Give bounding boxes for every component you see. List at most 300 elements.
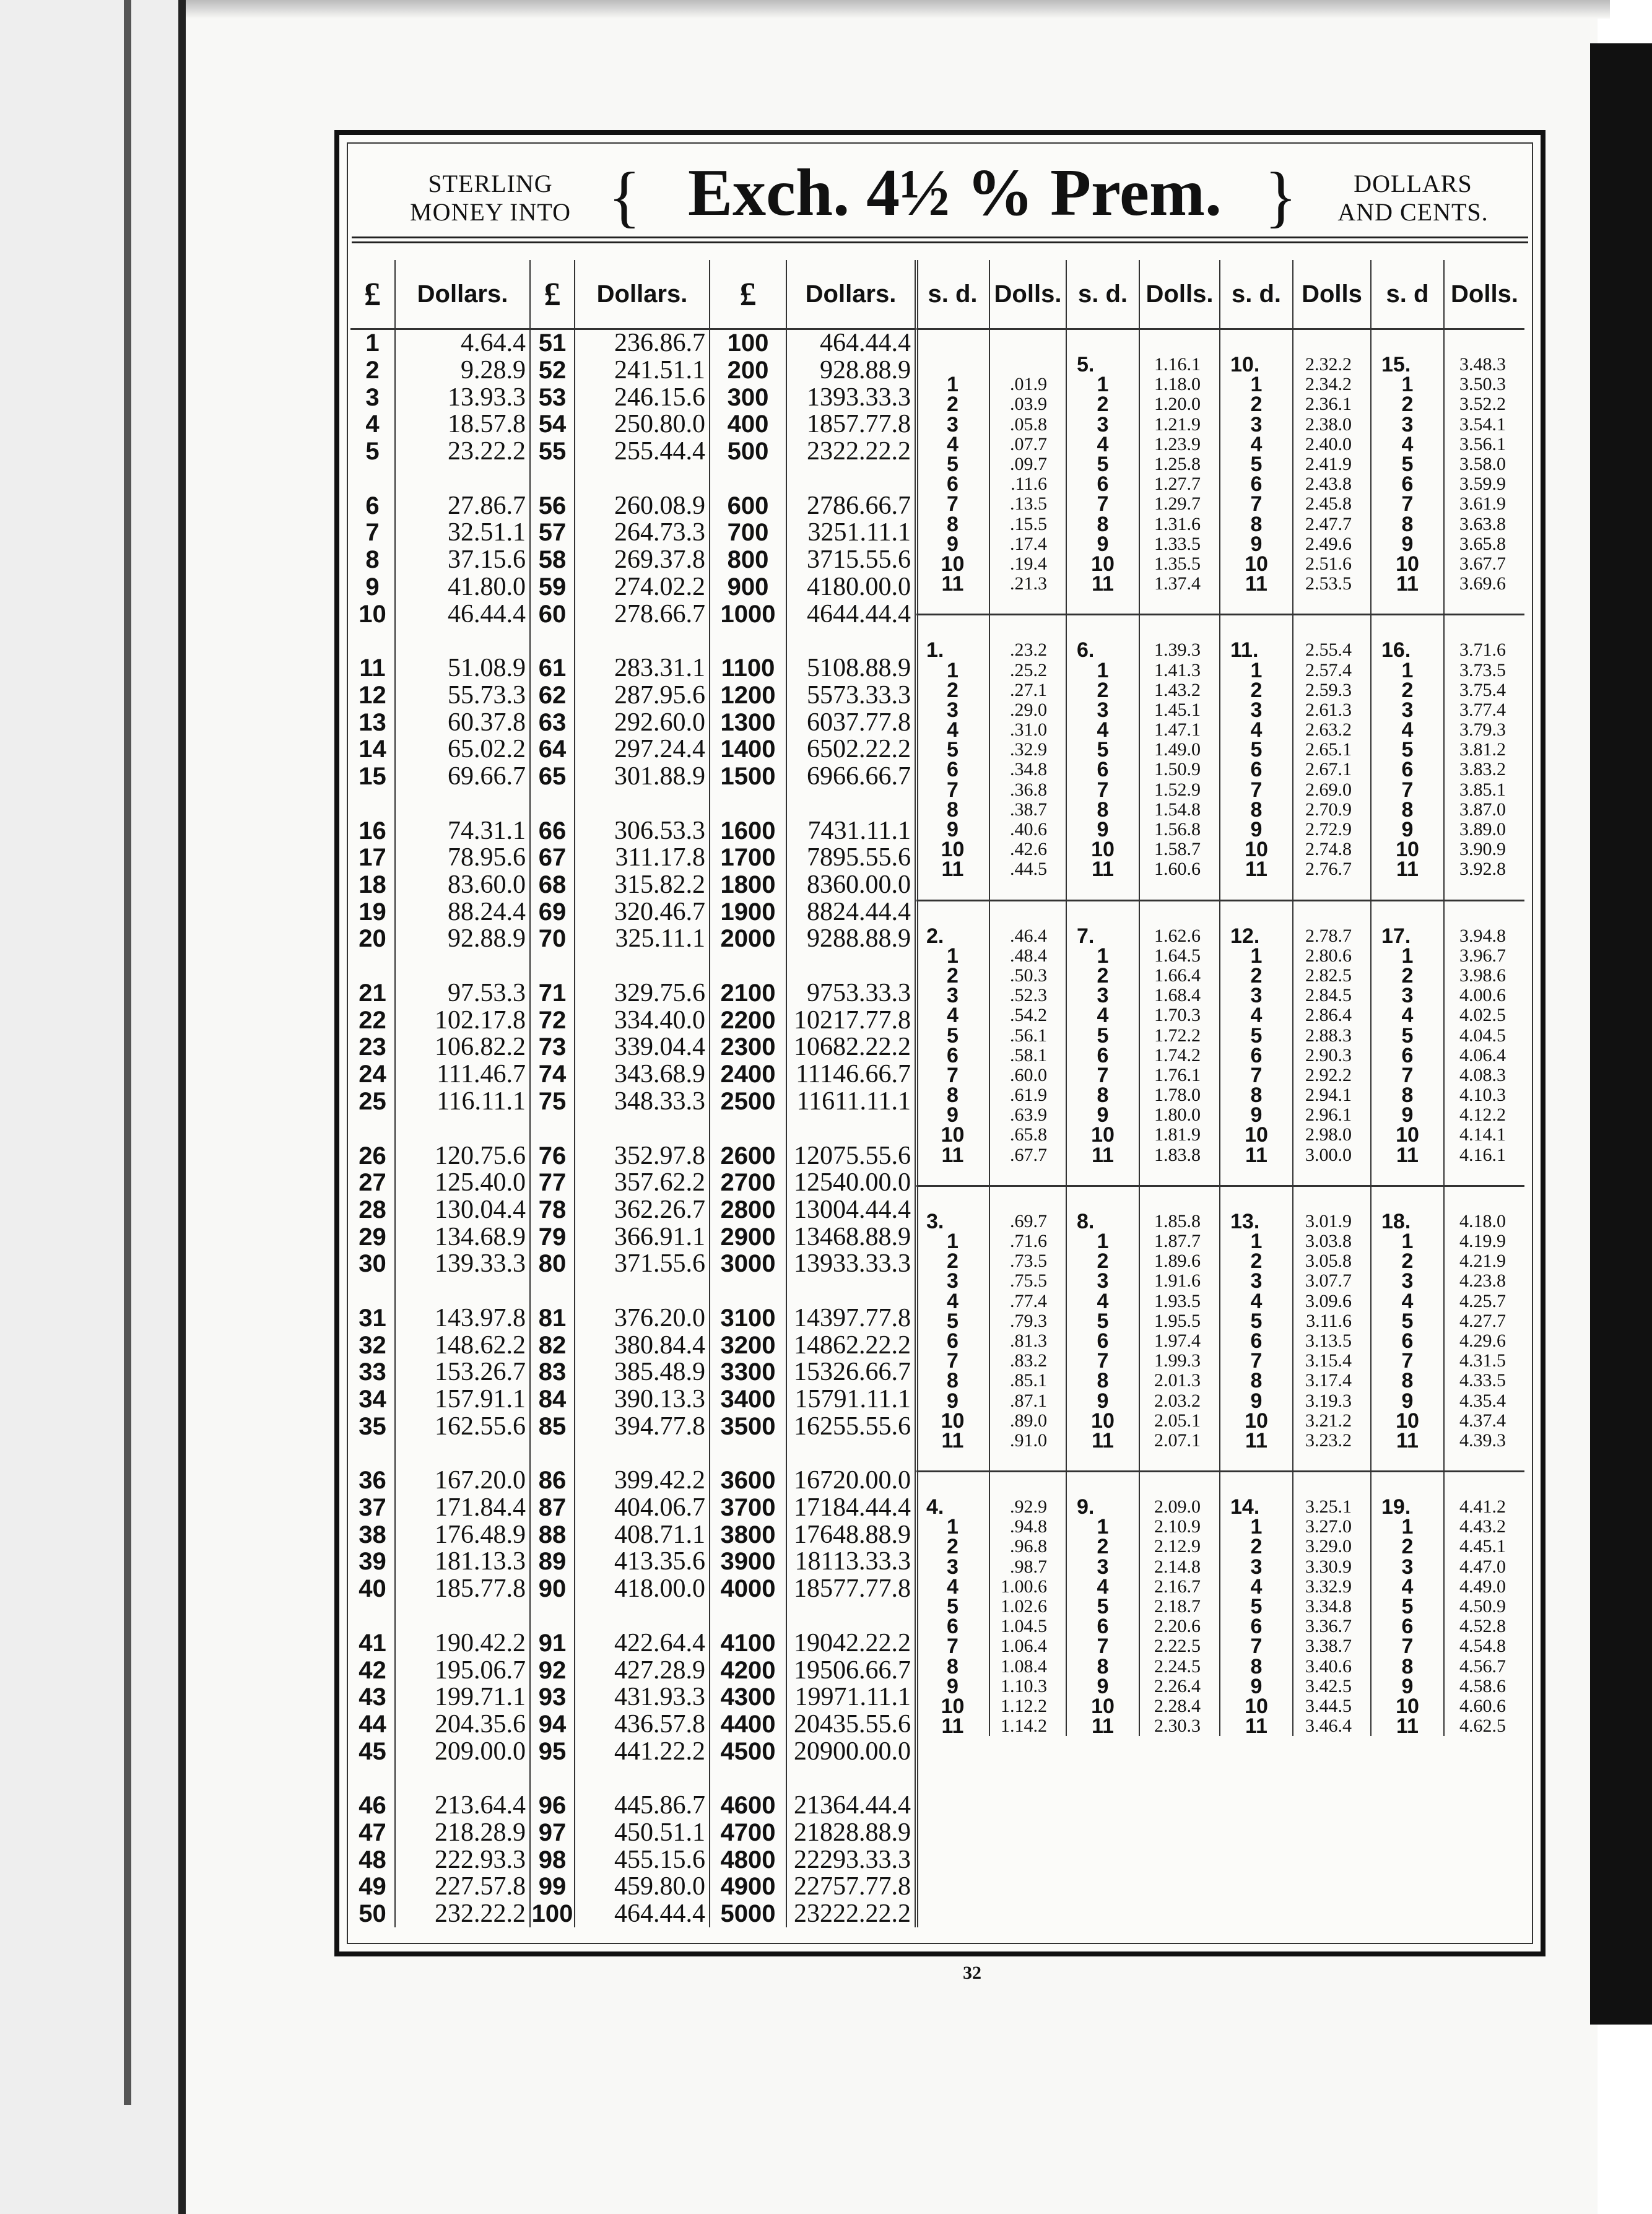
table-row — [916, 760, 1524, 779]
dollars-cell: 2.10.9 — [1139, 1517, 1220, 1537]
pounds-cell: 73 — [530, 1034, 575, 1061]
table-row — [916, 554, 1524, 574]
dollars-cell: 2.51.6 — [1293, 554, 1371, 574]
spacer-cell — [916, 1186, 989, 1212]
spacer-cell — [1444, 1186, 1524, 1212]
table-row — [350, 438, 916, 466]
pence-cell: 5 — [1220, 740, 1293, 760]
dollars-cell: 3.65.8 — [1459, 533, 1506, 554]
spacer-cell — [1220, 615, 1293, 641]
pounds-cell: 2100 — [710, 953, 786, 1007]
dollars-cell: 246.15.6 — [575, 384, 710, 411]
dollars-cell: 10217.77.8 — [786, 1007, 916, 1034]
pounds-cell: 1600 — [710, 790, 786, 844]
spacer-cell — [916, 615, 989, 641]
dollars-cell: 1.54.8 — [1139, 800, 1220, 820]
table-row — [350, 384, 916, 411]
table-row — [916, 474, 1524, 494]
dollars-cell: .46.4 — [989, 926, 1066, 946]
spacer-cell — [1293, 1472, 1371, 1498]
dollars-cell: 1.68.4 — [1139, 986, 1220, 1005]
pence-cell: 10 — [1371, 1411, 1444, 1431]
dollars-cell: 339.04.4 — [575, 1034, 710, 1061]
pounds-cell: 76 — [530, 1115, 575, 1170]
table-row — [350, 1901, 916, 1928]
pence-cell: 6 — [1371, 474, 1444, 494]
dollars-cell: 162.55.6 — [395, 1413, 530, 1440]
pence-cell: 10 — [1066, 554, 1139, 574]
pence-cell: 2 — [916, 680, 989, 700]
dollars-cell: 269.37.8 — [575, 547, 710, 574]
dollars-cell: 4.16.1 — [1459, 1144, 1506, 1165]
spacer-cell — [1139, 615, 1220, 641]
dollars-cell: 4.62.5 — [1459, 1716, 1506, 1737]
pence-cell: 8 — [1371, 1657, 1444, 1677]
table-row — [350, 844, 916, 872]
dollars-cell: 1.49.0 — [1139, 740, 1220, 760]
dollars-cell: 4.45.1 — [1459, 1536, 1506, 1557]
table-row — [916, 1597, 1524, 1617]
dollars-cell: 1.74.2 — [1139, 1046, 1220, 1066]
pence-cell: 6 — [1220, 760, 1293, 779]
page-title: Exch. 4½ % Prem. — [688, 156, 1222, 230]
dollars-cell: 380.84.4 — [575, 1332, 710, 1359]
pounds-cell: 42 — [350, 1657, 395, 1684]
pounds-cell: 1700 — [710, 844, 786, 872]
pence-cell: 1 — [1066, 375, 1139, 394]
dollars-cell: 12540.00.0 — [786, 1170, 916, 1197]
spacer-cell — [916, 900, 989, 926]
dollars-cell: .09.7 — [989, 454, 1066, 474]
pence-cell: 8 — [1066, 1657, 1139, 1677]
pence-cell: 11 — [916, 1145, 989, 1165]
dollars-cell: 1.12.2 — [989, 1696, 1066, 1716]
pence-cell: 1 — [1371, 946, 1444, 966]
dollars-cell: 74.31.1 — [395, 790, 530, 844]
col-header: s. d. — [1220, 260, 1293, 329]
table-row — [916, 740, 1524, 760]
pounds-cell: 90 — [530, 1576, 575, 1603]
separator-cell — [989, 594, 1066, 615]
dollars-cell: 1.27.7 — [1139, 474, 1220, 494]
dollars-cell: 3.25.1 — [1293, 1497, 1371, 1517]
pence-cell: 4 — [916, 1005, 989, 1025]
shilling-label: 16. — [1371, 640, 1444, 660]
dollars-cell: 357.62.2 — [575, 1170, 710, 1197]
pounds-cell: 4600 — [710, 1765, 786, 1820]
pounds-cell: 400 — [710, 411, 786, 438]
separator-cell — [1139, 1165, 1220, 1186]
pence-cell: 2 — [1371, 966, 1444, 986]
table-row — [916, 1537, 1524, 1556]
separator-cell — [1293, 594, 1371, 615]
pounds-cell: 77 — [530, 1170, 575, 1197]
shilling-label: 15. — [1371, 355, 1444, 375]
dollars-cell: 21364.44.4 — [786, 1765, 916, 1820]
dollars-cell: 3.05.8 — [1293, 1251, 1371, 1271]
dollars-cell: 2.01.3 — [1139, 1371, 1220, 1391]
table-row — [916, 1677, 1524, 1696]
dollars-cell: 3.58.0 — [1459, 454, 1506, 475]
pounds-cell: 600 — [710, 465, 786, 519]
table-header — [348, 144, 1532, 243]
pounds-cell: 2400 — [710, 1061, 786, 1088]
dollars-cell: 297.24.4 — [575, 736, 710, 763]
pounds-cell: 47 — [350, 1820, 395, 1847]
pence-cell: 7 — [1371, 1066, 1444, 1085]
dollars-cell: 13468.88.9 — [786, 1223, 916, 1251]
pounds-cell: 3800 — [710, 1521, 786, 1548]
pence-cell: 6 — [1220, 1331, 1293, 1351]
table-row — [350, 329, 916, 357]
pounds-cell: 59 — [530, 574, 575, 601]
dollars-cell: 23222.22.2 — [786, 1901, 916, 1928]
pounds-cell: 1800 — [710, 872, 786, 899]
dollars-cell: 148.62.2 — [395, 1332, 530, 1359]
table-row — [916, 966, 1524, 986]
pence-cell: 1 — [916, 1231, 989, 1251]
separator-cell — [989, 1165, 1066, 1186]
page-number: 32 — [963, 1963, 981, 1983]
pounds-cell: 3600 — [710, 1440, 786, 1495]
spacer-cell — [1371, 1472, 1444, 1498]
pounds-cell: 3100 — [710, 1278, 786, 1332]
dollars-cell: 46.44.4 — [395, 601, 530, 628]
pence-cell: 2 — [916, 1251, 989, 1271]
pounds-cell: 45 — [350, 1738, 395, 1765]
pounds-cell: 1 — [350, 329, 395, 357]
spacer-cell — [989, 1186, 1066, 1212]
pence-cell: 4 — [1371, 1005, 1444, 1025]
pounds-cell: 46 — [350, 1765, 395, 1820]
dollars-cell: .56.1 — [989, 1025, 1066, 1045]
shilling-label: 8. — [1066, 1212, 1139, 1231]
pounds-cell: 44 — [350, 1711, 395, 1739]
pence-cell: 9 — [916, 1677, 989, 1696]
dollars-cell: 4644.44.4 — [786, 601, 916, 628]
pounds-cell: 4300 — [710, 1684, 786, 1711]
dollars-cell: 17184.44.4 — [786, 1495, 916, 1522]
table-row — [916, 680, 1524, 700]
dollars-cell: 17648.88.9 — [786, 1521, 916, 1548]
pence-cell: 7 — [1066, 494, 1139, 514]
dollars-cell: .89.0 — [989, 1411, 1066, 1431]
dollars-cell: 213.64.4 — [395, 1765, 530, 1820]
pence-cell: 1 — [916, 660, 989, 680]
pence-cell: 8 — [916, 514, 989, 534]
spacer-cell — [1444, 615, 1524, 641]
dollars-cell: 8360.00.0 — [786, 872, 916, 899]
shilling-label: 17. — [1371, 926, 1444, 946]
pence-cell: 6 — [1371, 1617, 1444, 1636]
dollars-cell: .94.8 — [989, 1517, 1066, 1537]
table-row — [350, 1846, 916, 1873]
dollars-cell: 413.35.6 — [575, 1548, 710, 1576]
pence-cell: 6 — [916, 474, 989, 494]
dollars-cell: 37.15.6 — [395, 547, 530, 574]
dollars-cell: 1.35.5 — [1139, 554, 1220, 574]
pence-cell: 6 — [1371, 760, 1444, 779]
exchange-table-frame — [334, 130, 1545, 1956]
pounds-cell: 2200 — [710, 1007, 786, 1034]
pounds-cell: 20 — [350, 926, 395, 953]
dollars-cell: 1.70.3 — [1139, 1005, 1220, 1025]
dollars-cell: 6037.77.8 — [786, 709, 916, 736]
dollars-cell: .87.1 — [989, 1391, 1066, 1410]
spacer-cell — [1139, 1186, 1220, 1212]
dollars-cell: 2.92.2 — [1293, 1066, 1371, 1085]
pence-cell: 5 — [1066, 740, 1139, 760]
dollars-cell: 2.38.0 — [1293, 415, 1371, 435]
col-header: Dolls. — [1444, 260, 1524, 329]
pounds-cell: 3400 — [710, 1386, 786, 1413]
pounds-cell: 53 — [530, 384, 575, 411]
table-row — [350, 1657, 916, 1684]
dollars-cell: 4.08.3 — [1459, 1064, 1506, 1085]
dollars-cell: 311.17.8 — [575, 844, 710, 872]
dollars-cell: 3.38.7 — [1293, 1636, 1371, 1656]
pounds-cell: 51 — [530, 329, 575, 357]
dollars-cell: .01.9 — [989, 375, 1066, 394]
dollars-cell: 21828.88.9 — [786, 1820, 916, 1847]
table-row — [350, 1495, 916, 1522]
pounds-cell: 92 — [530, 1657, 575, 1684]
dollars-cell: 1.45.1 — [1139, 700, 1220, 720]
dollars-cell: 1.25.8 — [1139, 454, 1220, 474]
pence-cell: 8 — [916, 800, 989, 820]
dollars-cell: 301.88.9 — [575, 763, 710, 791]
dollars-cell: 3.92.8 — [1459, 859, 1506, 880]
dollars-cell: 15326.66.7 — [786, 1359, 916, 1386]
pounds-cell: 81 — [530, 1278, 575, 1332]
pence-cell: 2 — [916, 394, 989, 414]
pence-cell: 11 — [1371, 1431, 1444, 1451]
dollars-cell: 185.77.8 — [395, 1576, 530, 1603]
pence-cell: 8 — [1066, 800, 1139, 820]
table-row — [916, 514, 1524, 534]
header-right-line2: AND CENTS. — [1337, 198, 1489, 226]
pounds-cell: 66 — [530, 790, 575, 844]
pence-cell: 7 — [1066, 780, 1139, 800]
pence-cell: 5 — [916, 1025, 989, 1045]
pence-cell: 11 — [1066, 859, 1139, 879]
pounds-cell: 98 — [530, 1846, 575, 1873]
dollars-cell: 1.80.0 — [1139, 1105, 1220, 1125]
pounds-cell: 29 — [350, 1223, 395, 1251]
dollars-cell: .69.7 — [989, 1212, 1066, 1231]
dollars-cell: 2.49.6 — [1293, 534, 1371, 554]
pence-cell: 11 — [1220, 574, 1293, 594]
separator-cell — [916, 594, 989, 615]
table-row — [350, 1413, 916, 1440]
header-rule-bottom — [352, 241, 1528, 243]
pence-cell: 3 — [916, 415, 989, 435]
pence-cell: 3 — [1371, 1557, 1444, 1577]
dollars-cell: 139.33.3 — [395, 1251, 530, 1278]
pence-cell: 8 — [1371, 800, 1444, 820]
pence-cell: 10 — [1371, 1696, 1444, 1716]
table-row — [916, 394, 1524, 414]
dollars-cell: 171.84.4 — [395, 1495, 530, 1522]
dollars-cell: 2.26.4 — [1139, 1677, 1220, 1696]
dollars-cell: 65.02.2 — [395, 736, 530, 763]
block-spacer — [916, 329, 1524, 355]
dollars-cell: 464.44.4 — [575, 1901, 710, 1928]
dollars-cell: .48.4 — [989, 946, 1066, 966]
dollars-cell: 2.18.7 — [1139, 1597, 1220, 1617]
pence-cell: 7 — [916, 494, 989, 514]
dollars-cell: 9753.33.3 — [786, 953, 916, 1007]
dollars-cell: .40.6 — [989, 820, 1066, 840]
dollars-cell: 134.68.9 — [395, 1223, 530, 1251]
shilling-label: 7. — [1066, 926, 1139, 946]
dollars-cell: 1.10.3 — [989, 1677, 1066, 1696]
block-spacer — [916, 900, 1524, 926]
pence-cell: 9 — [916, 820, 989, 840]
dollars-cell: 3.81.2 — [1459, 739, 1506, 760]
dollars-cell: .71.6 — [989, 1231, 1066, 1251]
pounds-cell: 6 — [350, 465, 395, 519]
dollars-cell: 157.91.1 — [395, 1386, 530, 1413]
pence-cell: 11 — [916, 859, 989, 879]
pounds-cell: 94 — [530, 1711, 575, 1739]
pence-cell: 11 — [1371, 1716, 1444, 1736]
pence-cell: 3 — [1066, 1271, 1139, 1291]
page-top-shadow — [186, 0, 1610, 19]
pence-cell: 2 — [1220, 966, 1293, 986]
dollars-cell: 2786.66.7 — [786, 465, 916, 519]
table-row — [350, 1521, 916, 1548]
dollars-cell: 116.11.1 — [395, 1088, 530, 1116]
dollars-cell: 264.73.3 — [575, 519, 710, 547]
pounds-cell: 78 — [530, 1197, 575, 1224]
spacer-cell — [989, 900, 1066, 926]
table-row — [350, 1115, 916, 1170]
table-row — [916, 1517, 1524, 1537]
dollars-cell: .21.3 — [989, 574, 1066, 594]
pounds-cell: 27 — [350, 1170, 395, 1197]
dollars-cell: 125.40.0 — [395, 1170, 530, 1197]
table-row — [916, 1371, 1524, 1391]
pence-cell: 1 — [1066, 1231, 1139, 1251]
dollars-cell: 3.21.2 — [1293, 1411, 1371, 1431]
pounds-cell: 95 — [530, 1738, 575, 1765]
pounds-body — [350, 329, 916, 1928]
pounds-cell: 3000 — [710, 1251, 786, 1278]
dollars-cell: 3.19.3 — [1293, 1391, 1371, 1410]
dollars-cell: 8824.44.4 — [786, 898, 916, 926]
pounds-cell: 1400 — [710, 736, 786, 763]
dollars-cell: 5108.88.9 — [786, 628, 916, 682]
dollars-cell: 3.90.9 — [1459, 839, 1506, 860]
dollars-cell: 18113.33.3 — [786, 1548, 916, 1576]
dollars-cell: 7431.11.1 — [786, 790, 916, 844]
dollars-cell: 1.06.4 — [989, 1636, 1066, 1656]
pence-cell: 2 — [1371, 394, 1444, 414]
table-row — [916, 1231, 1524, 1251]
dollars-cell: 222.93.3 — [395, 1846, 530, 1873]
dollars-cell: 3251.11.1 — [786, 519, 916, 547]
separator-cell — [989, 880, 1066, 901]
pence-cell: 9 — [916, 1391, 989, 1410]
scan-left-margin — [0, 0, 204, 2214]
pounds-cell: 900 — [710, 574, 786, 601]
dollars-cell: 1.21.9 — [1139, 415, 1220, 435]
dollars-cell: 195.06.7 — [395, 1657, 530, 1684]
right-brace-glyph: } — [1264, 158, 1297, 234]
dollars-cell: 1.18.0 — [1139, 375, 1220, 394]
dollars-cell: 3.11.6 — [1293, 1311, 1371, 1331]
pence-cell: 11 — [1066, 1716, 1139, 1736]
separator-cell — [1066, 594, 1139, 615]
table-row — [916, 1636, 1524, 1656]
shilling-head-row — [916, 355, 1524, 375]
dollars-cell: 4.47.0 — [1459, 1556, 1506, 1577]
dollars-cell: 190.42.2 — [395, 1603, 530, 1657]
dollars-cell: 464.44.4 — [786, 329, 916, 357]
dollars-cell: 15791.11.1 — [786, 1386, 916, 1413]
pounds-cell: 4400 — [710, 1711, 786, 1739]
shilling-label: 2. — [916, 926, 989, 946]
separator-cell — [1371, 1451, 1444, 1472]
separator-cell — [1371, 594, 1444, 615]
pounds-cell: 4000 — [710, 1576, 786, 1603]
dollars-cell: 120.75.6 — [395, 1115, 530, 1170]
dollars-cell: .29.0 — [989, 700, 1066, 720]
pounds-cell: 2000 — [710, 926, 786, 953]
dollars-cell: 3.75.4 — [1459, 679, 1506, 700]
dollars-cell: 102.17.8 — [395, 1007, 530, 1034]
dollars-cell: 20900.00.0 — [786, 1738, 916, 1765]
dollars-cell: 1.93.5 — [1139, 1292, 1220, 1311]
spacer-cell — [1371, 329, 1444, 355]
dollars-cell: 1.91.6 — [1139, 1271, 1220, 1291]
dollars-cell: 4.54.8 — [1459, 1636, 1506, 1657]
table-row — [916, 1311, 1524, 1331]
dollars-cell: 4.04.5 — [1459, 1025, 1506, 1046]
pounds-cell: 85 — [530, 1413, 575, 1440]
pounds-cell: 72 — [530, 1007, 575, 1034]
pounds-cell: 800 — [710, 547, 786, 574]
dollars-cell: 2.45.8 — [1293, 494, 1371, 514]
col-header: Dolls. — [989, 260, 1066, 329]
dollars-cell: 83.60.0 — [395, 872, 530, 899]
table-row — [350, 1684, 916, 1711]
dollars-cell: 334.40.0 — [575, 1007, 710, 1034]
dollars-cell: 167.20.0 — [395, 1440, 530, 1495]
pence-cell: 5 — [1066, 1597, 1139, 1617]
dollars-cell: 2.74.8 — [1293, 840, 1371, 859]
facing-page-edge — [1590, 43, 1652, 2025]
pence-cell: 7 — [916, 1066, 989, 1085]
pence-cell: 4 — [1220, 1292, 1293, 1311]
dollars-cell: 3.17.4 — [1293, 1371, 1371, 1391]
pence-cell: 9 — [1220, 534, 1293, 554]
dollars-cell: .81.3 — [989, 1331, 1066, 1351]
pence-cell: 4 — [1371, 720, 1444, 740]
dollars-cell: 1.52.9 — [1139, 780, 1220, 800]
table-row — [916, 660, 1524, 680]
dollars-cell: 4.12.2 — [1459, 1105, 1506, 1126]
pence-cell: 9 — [1220, 820, 1293, 840]
pence-cell: 3 — [1220, 415, 1293, 435]
pence-cell: 7 — [1220, 1351, 1293, 1371]
dollars-cell: 1.64.5 — [1139, 946, 1220, 966]
table-row — [916, 840, 1524, 859]
pence-cell: 1 — [1371, 1517, 1444, 1537]
pounds-cell: 41 — [350, 1603, 395, 1657]
pence-cell: 4 — [1371, 1577, 1444, 1597]
